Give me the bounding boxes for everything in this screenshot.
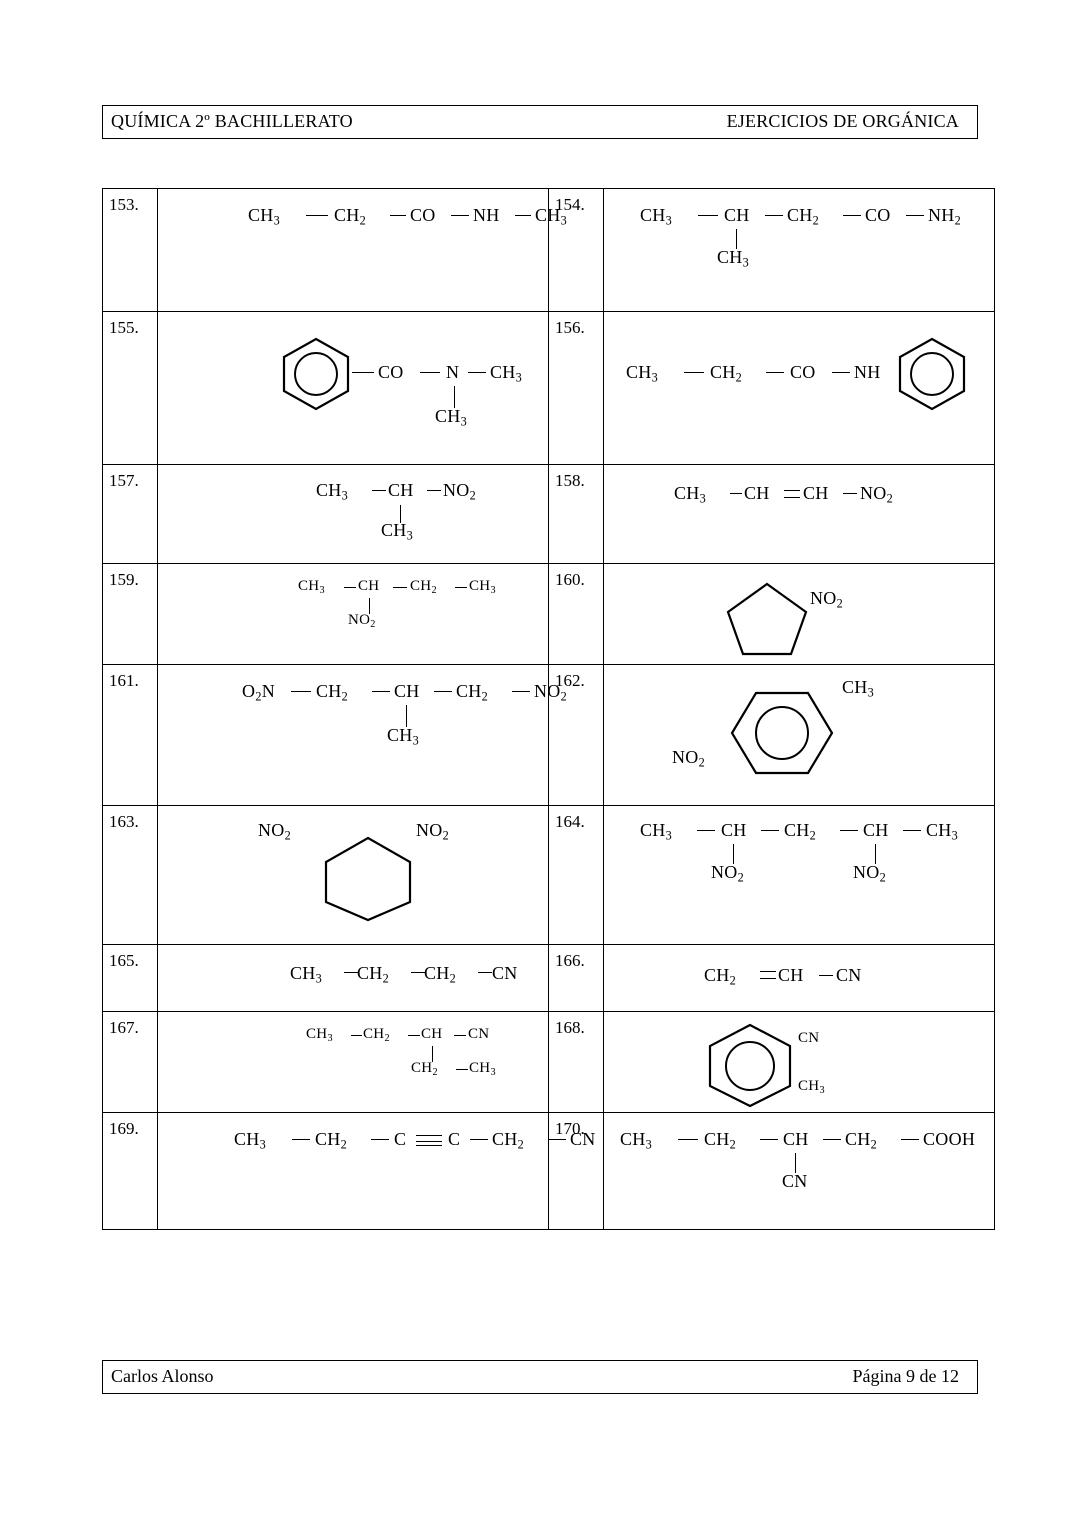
label-ch2: $CH_2$ (315, 1129, 348, 1152)
label-ch3: $CH_3$ (387, 725, 420, 748)
bond (451, 215, 469, 216)
bond (344, 972, 358, 973)
label-ch3: $CH_3$ (842, 677, 875, 700)
label-no2: $NO_2$ (711, 862, 745, 885)
table-row (103, 1113, 995, 1230)
bond (371, 1139, 389, 1140)
label-ch: CH (778, 965, 804, 985)
exercise-number-159: 159. (103, 564, 158, 665)
label-ch2: $CH_2$ (363, 1026, 390, 1044)
bond (372, 490, 386, 491)
label-co: CO (790, 362, 816, 382)
exercise-number-170: 170. (549, 1113, 604, 1230)
bond (697, 830, 715, 831)
label-ch2: $CH_2$ (704, 1129, 737, 1152)
exercise-structure-165 (158, 945, 549, 1012)
bond (468, 372, 486, 373)
label-ch3: $CH_3$ (535, 205, 568, 228)
exercise-structure-158 (604, 465, 995, 564)
label-nh: NH (854, 362, 881, 382)
table-row (103, 945, 995, 1012)
double-bond (784, 490, 800, 498)
bond (292, 1139, 310, 1140)
cyclopentane-ring-icon (722, 578, 812, 663)
bond (470, 1139, 488, 1140)
exercise-number-154: 154. (549, 189, 604, 312)
exercise-structure-167 (158, 1012, 549, 1113)
label-ch3: $CH_3$ (926, 820, 959, 843)
label-o2n: $O_2N$ (242, 681, 276, 704)
footer-author: Carlos Alonso (111, 1366, 214, 1386)
bond (843, 215, 861, 216)
cyclohexane-ring-icon (318, 832, 418, 929)
exercise-number-161: 161. (103, 665, 158, 806)
exercise-number-158: 158. (549, 465, 604, 564)
bond (478, 972, 492, 973)
bond (761, 830, 779, 831)
label-ch2: $CH_2$ (411, 1060, 438, 1078)
header-topic: EJERCICIOS DE ORGÁNICA (726, 111, 959, 131)
bond (456, 1069, 468, 1070)
exercise-number-168: 168. (549, 1012, 604, 1113)
bond (411, 972, 425, 973)
label-ch3: $CH_3$ (640, 820, 673, 843)
label-no2: $NO_2$ (672, 747, 706, 770)
bond (819, 975, 833, 976)
triple-bond (416, 1135, 442, 1146)
label-ch3: $CH_3$ (798, 1078, 825, 1096)
label-no2: $NO_2$ (860, 483, 894, 506)
label-no2: $NO_2$ (810, 588, 844, 611)
label-cn: CN (570, 1129, 596, 1149)
table-row (103, 564, 995, 665)
bond (393, 587, 407, 588)
exercises-table (102, 188, 995, 1230)
exercise-structure-163 (158, 806, 549, 945)
label-ch3: $CH_3$ (626, 362, 659, 385)
label-ch3: $CH_3$ (640, 205, 673, 228)
exercise-structure-156 (604, 312, 995, 465)
bond (875, 844, 876, 864)
exercise-number-160: 160. (549, 564, 604, 665)
label-ch: CH (724, 205, 750, 225)
bond (678, 1139, 698, 1140)
bond (730, 493, 742, 494)
label-nh: NH (473, 205, 500, 225)
label-ch: CH (721, 820, 747, 840)
label-cn: CN (492, 963, 518, 983)
bond (760, 1139, 778, 1140)
label-co: CO (410, 205, 436, 225)
bond (434, 691, 452, 692)
label-ch: CH (388, 480, 414, 500)
page-footer (102, 1360, 978, 1394)
exercise-structure-153 (158, 189, 568, 312)
label-no2: $NO_2$ (443, 480, 477, 503)
label-nh2: $NH_2$ (928, 205, 962, 228)
exercise-number-169: 169. (103, 1113, 158, 1230)
bond (906, 215, 924, 216)
bond (766, 372, 784, 373)
exercise-number-153: 153. (103, 189, 158, 312)
table-row (103, 1012, 995, 1113)
bond (795, 1153, 796, 1173)
bond (291, 691, 311, 692)
table-row (103, 312, 995, 465)
exercise-number-156: 156. (549, 312, 604, 465)
label-ch3: $CH_3$ (469, 578, 496, 596)
bond (736, 229, 737, 249)
label-cn: CN (798, 1030, 820, 1046)
bond (843, 493, 857, 494)
bond (823, 1139, 841, 1140)
exercise-structure-166 (604, 945, 995, 1012)
benzene-ring-icon (896, 336, 968, 417)
label-ch: CH (863, 820, 889, 840)
bond (733, 844, 734, 864)
label-ch2: $CH_2$ (334, 205, 367, 228)
bond (832, 372, 850, 373)
footer-pagination: Página 9 de 12 (852, 1366, 959, 1386)
label-ch3: $CH_3$ (248, 205, 281, 228)
label-c: C (448, 1129, 461, 1149)
label-no2: $NO_2$ (534, 681, 568, 704)
label-ch2: $CH_2$ (845, 1129, 878, 1152)
bond (512, 691, 530, 692)
bond (901, 1139, 919, 1140)
label-ch3: $CH_3$ (234, 1129, 267, 1152)
label-no2: $NO_2$ (348, 612, 376, 630)
label-ch: CH (803, 483, 829, 503)
bond (454, 1035, 466, 1036)
page-header (102, 105, 978, 139)
table-row (103, 806, 995, 945)
exercise-number-163: 163. (103, 806, 158, 945)
exercise-number-164: 164. (549, 806, 604, 945)
label-ch3: $CH_3$ (469, 1060, 496, 1078)
bond (406, 705, 407, 727)
label-ch2: $CH_2$ (456, 681, 489, 704)
double-bond (760, 971, 776, 979)
label-ch2: $CH_2$ (424, 963, 457, 986)
exercise-number-166: 166. (549, 945, 604, 1012)
label-ch3: $CH_3$ (435, 406, 468, 429)
label-co: CO (378, 362, 404, 382)
label-no2: $NO_2$ (853, 862, 887, 885)
label-ch2: $CH_2$ (784, 820, 817, 843)
exercise-structure-162 (604, 665, 995, 806)
label-ch2: $CH_2$ (492, 1129, 525, 1152)
label-ch3: $CH_3$ (620, 1129, 653, 1152)
exercise-number-165: 165. (103, 945, 158, 1012)
bond (420, 372, 440, 373)
label-cn: CN (836, 965, 862, 985)
label-n: N (446, 362, 460, 382)
label-ch: CH (358, 578, 380, 594)
bond (390, 215, 406, 216)
label-ch2: $CH_2$ (704, 965, 737, 988)
label-cooh: COOH (923, 1129, 976, 1149)
exercise-structure-155 (158, 312, 549, 465)
benzene-ring-icon (702, 1020, 798, 1115)
bond (351, 1035, 362, 1036)
label-ch: CH (744, 483, 770, 503)
bond (698, 215, 718, 216)
exercise-structure-160 (604, 564, 995, 665)
label-ch2: $CH_2$ (316, 681, 349, 704)
label-co: CO (865, 205, 891, 225)
benzene-ring-icon (280, 336, 352, 417)
header-subject: QUÍMICA 2º BACHILLERATO (111, 111, 353, 131)
exercise-structure-161 (158, 665, 568, 806)
label-ch3: $CH_3$ (674, 483, 707, 506)
label-ch: CH (394, 681, 420, 701)
table-row (103, 189, 995, 312)
exercise-structure-164 (604, 806, 995, 945)
exercise-number-155: 155. (103, 312, 158, 465)
exercise-structure-157 (158, 465, 549, 564)
label-ch: CH (421, 1026, 443, 1042)
bond (515, 215, 531, 216)
label-ch3: $CH_3$ (306, 1026, 333, 1044)
table-row (103, 665, 995, 806)
label-ch3: $CH_3$ (717, 247, 750, 270)
bond (408, 1035, 420, 1036)
bond (765, 215, 783, 216)
exercise-number-167: 167. (103, 1012, 158, 1113)
exercise-number-157: 157. (103, 465, 158, 564)
bond (352, 372, 374, 373)
bond (427, 490, 441, 491)
label-ch2: $CH_2$ (710, 362, 743, 385)
label-no2: $NO_2$ (416, 820, 450, 843)
label-ch: CH (783, 1129, 809, 1149)
bond (455, 587, 467, 588)
label-ch2: $CH_2$ (357, 963, 390, 986)
label-ch3: $CH_3$ (298, 578, 325, 596)
exercise-structure-168 (604, 1012, 995, 1113)
benzene-ring-icon (726, 687, 838, 784)
label-no2: $NO_2$ (258, 820, 292, 843)
bond (903, 830, 921, 831)
bond (840, 830, 858, 831)
table-row (103, 465, 995, 564)
exercise-structure-154 (604, 189, 995, 312)
label-ch3: $CH_3$ (316, 480, 349, 503)
label-cn: CN (468, 1026, 490, 1042)
bond (372, 691, 390, 692)
label-ch3: $CH_3$ (290, 963, 323, 986)
bond (684, 372, 704, 373)
bond (454, 386, 455, 408)
exercise-number-162: 162. (549, 665, 604, 806)
label-ch3: $CH_3$ (381, 520, 414, 543)
bond (306, 215, 328, 216)
bond (344, 587, 356, 588)
label-ch2: $CH_2$ (410, 578, 437, 596)
label-ch3: $CH_3$ (490, 362, 523, 385)
label-ch2: $CH_2$ (787, 205, 820, 228)
label-c: C (394, 1129, 407, 1149)
exercise-structure-170 (604, 1113, 995, 1230)
label-cn: CN (782, 1171, 808, 1191)
exercise-structure-159 (158, 564, 549, 665)
